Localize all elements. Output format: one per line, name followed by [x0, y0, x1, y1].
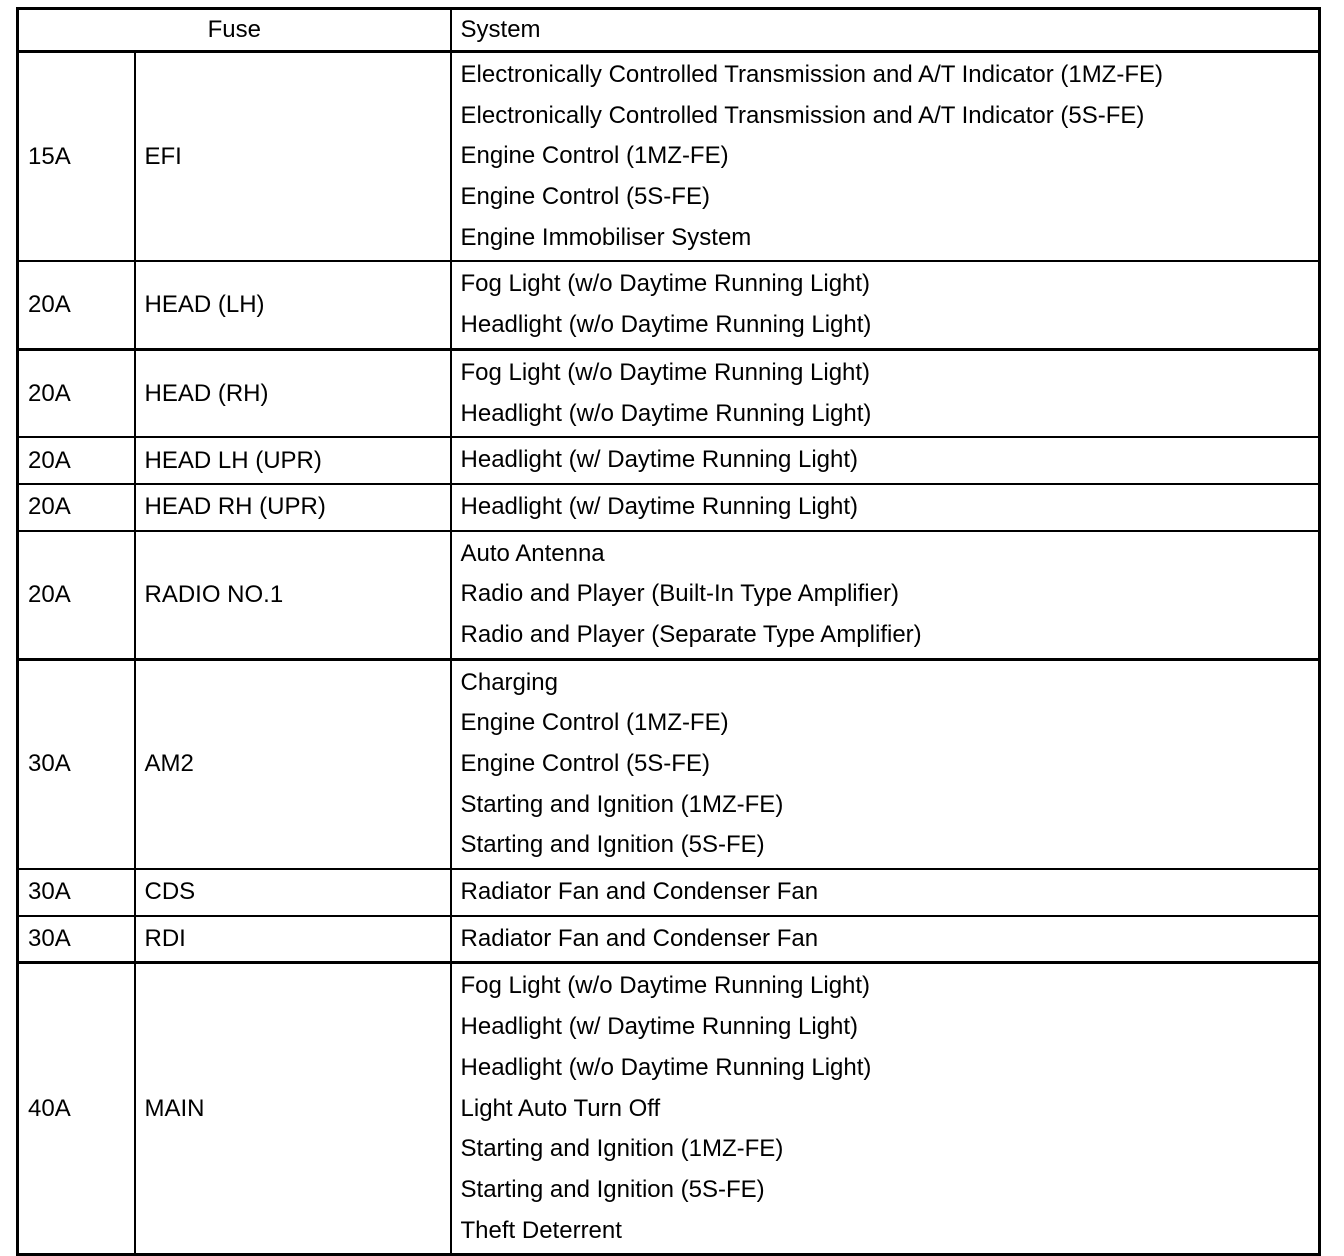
fuse-amperage: 40A — [18, 963, 135, 1255]
table-row — [18, 869, 1320, 916]
fuse-amperage: 20A — [18, 261, 135, 349]
fuse-amperage: 30A — [18, 869, 135, 916]
table-row — [18, 659, 1320, 869]
fuse-amperage: 30A — [18, 659, 135, 869]
fuse-amperage: 20A — [18, 484, 135, 531]
system-item: Fog Light (w/o Daytime Running Light) — [460, 270, 871, 298]
system-list — [451, 659, 1320, 869]
system-list — [451, 349, 1320, 437]
fuse-column-header: Fuse — [18, 9, 451, 52]
table-row — [18, 531, 1320, 660]
fuse-amperage: 20A — [18, 531, 135, 660]
system-item: Radiator Fan and Condenser Fan — [460, 924, 819, 952]
system-list — [451, 52, 1320, 262]
system-list — [451, 437, 1320, 484]
system-item: Light Auto Turn Off — [460, 1094, 661, 1122]
system-item: Headlight (w/ Daytime Running Light) — [460, 446, 859, 474]
system-item: Headlight (w/ Daytime Running Light) — [460, 492, 859, 520]
fuse-name: RDI — [135, 916, 451, 963]
system-item: Fog Light (w/o Daytime Running Light) — [460, 358, 871, 386]
system-item: Headlight (w/o Daytime Running Light) — [460, 311, 872, 339]
system-item: Electronically Controlled Transmission and A/T Indicator (1MZ-FE) — [460, 61, 1163, 88]
table-row — [18, 437, 1320, 484]
fuse-name: AM2 — [135, 659, 451, 869]
system-item: Starting and Ignition (5S-FE) — [460, 831, 765, 859]
table-row — [18, 349, 1320, 437]
fuse-name: HEAD RH (UPR) — [135, 484, 451, 531]
system-item: Engine Control (5S-FE) — [460, 750, 710, 777]
system-column-header: System — [451, 9, 1320, 52]
table-row — [18, 963, 1320, 1255]
table-row — [18, 916, 1320, 963]
fuse-name: RADIO NO.1 — [135, 531, 451, 660]
fuse-name: HEAD (LH) — [135, 261, 451, 349]
system-item: Radio and Player (Built-In Type Amplifier) — [460, 580, 899, 608]
system-item: Theft Deterrent — [460, 1216, 622, 1244]
system-list — [451, 869, 1320, 916]
system-item: Engine Control (5S-FE) — [460, 183, 710, 211]
system-item: Engine Immobiliser System — [460, 223, 752, 251]
system-item: Electronically Controlled Transmission and A/T Indicator (5S-FE) — [460, 101, 1145, 129]
system-list — [451, 484, 1320, 531]
fuse-name: EFI — [135, 52, 451, 262]
table-row — [18, 484, 1320, 531]
header-row — [18, 9, 1320, 52]
system-list — [451, 963, 1320, 1255]
fuse-amperage: 20A — [18, 437, 135, 484]
fuse-amperage: 20A — [18, 349, 135, 437]
system-item: Headlight (w/ Daytime Running Light) — [460, 1013, 859, 1041]
fuse-amperage: 15A — [18, 52, 135, 262]
fuse-name: CDS — [135, 869, 451, 916]
system-item: Starting and Ignition (1MZ-FE) — [460, 1135, 784, 1163]
system-item: Radiator Fan and Condenser Fan — [460, 878, 819, 906]
fuse-system-table — [16, 7, 1321, 1256]
fuse-name: MAIN — [135, 963, 451, 1255]
system-item: Headlight (w/o Daytime Running Light) — [460, 399, 872, 427]
system-item: Starting and Ignition (1MZ-FE) — [460, 790, 784, 818]
table-body — [18, 52, 1320, 1255]
table-row — [18, 52, 1320, 262]
system-item: Auto Antenna — [460, 539, 605, 567]
system-list — [451, 531, 1320, 660]
system-item: Radio and Player (Separate Type Amplifier) — [460, 620, 922, 648]
fuse-amperage: 30A — [18, 916, 135, 963]
fuse-name: HEAD LH (UPR) — [135, 437, 451, 484]
system-list — [451, 916, 1320, 963]
system-item: Fog Light (w/o Daytime Running Light) — [460, 972, 871, 1000]
system-item: Headlight (w/o Daytime Running Light) — [460, 1053, 872, 1081]
fuse-name: HEAD (RH) — [135, 349, 451, 437]
system-item: Charging — [460, 668, 558, 696]
system-item: Engine Control (1MZ-FE) — [460, 709, 729, 737]
system-item: Starting and Ignition (5S-FE) — [460, 1175, 765, 1203]
table-row — [18, 261, 1320, 349]
table-header — [18, 9, 1320, 52]
system-item: Engine Control (1MZ-FE) — [460, 142, 729, 170]
system-list — [451, 261, 1320, 349]
